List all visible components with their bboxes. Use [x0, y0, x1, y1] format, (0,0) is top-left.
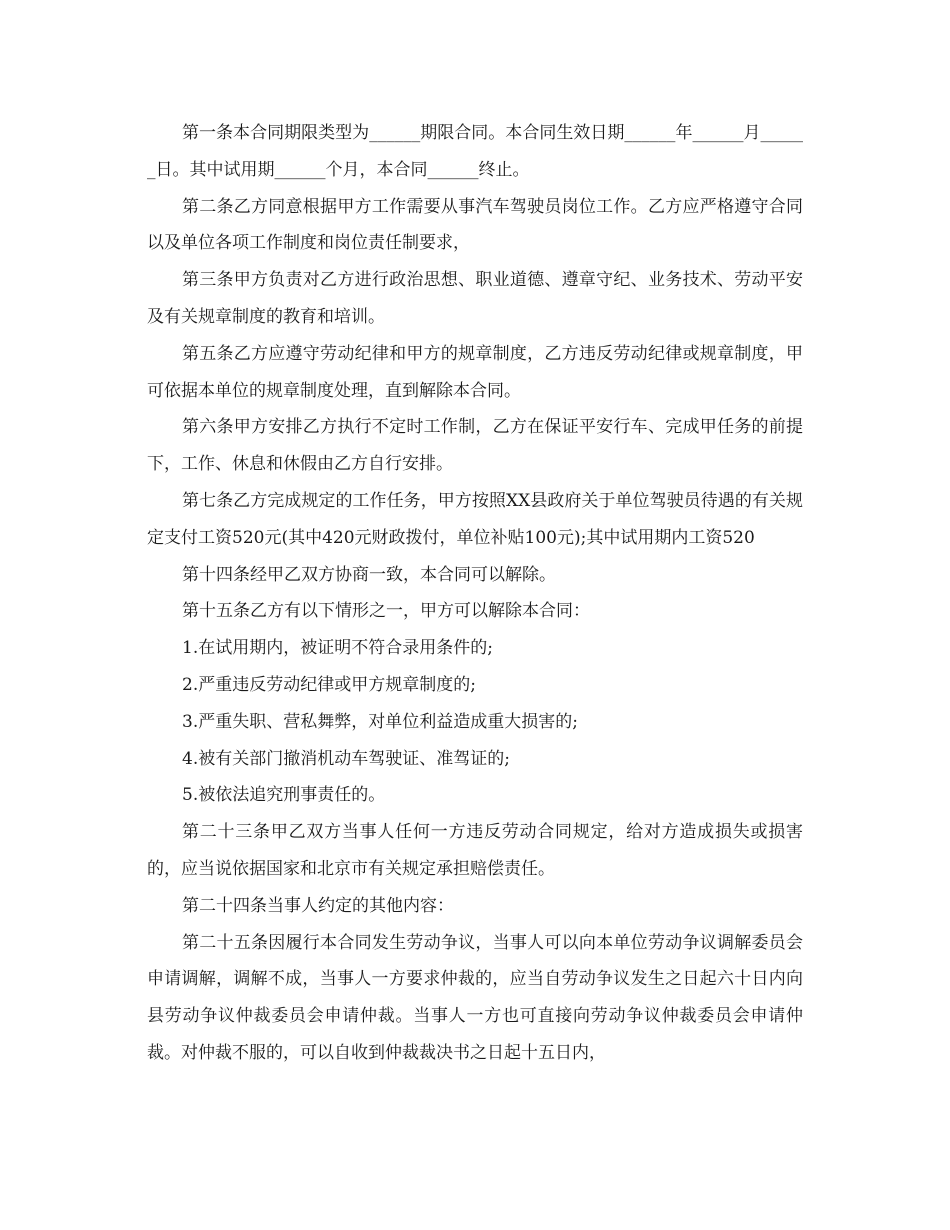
clause-5-discipline: 第五条乙方应遵守劳动纪律和甲方的规章制度，乙方违反劳动纪律或规章制度，甲可依据本单位的规章制度处理，直到解除本合同。 [147, 343, 803, 401]
list-item: 2.严重违反劳动纪律或甲方规章制度的; [182, 674, 476, 695]
clause-6-working-hours: 第六条甲方安排乙方执行不定时工作制，乙方在保证平安行车、完成甲任务的前提下，工作、休息和休假由乙方自行安排。 [147, 417, 803, 475]
clause-7-wages: 第七条乙方完成规定的工作任务，甲方按照XX县政府关于单位驾驶员待遇的有关规定支付工资520元(其中420元财政拨付，单位补贴100元);其中试用期内工资520 [147, 490, 803, 548]
document-body [147, 115, 803, 1072]
clause-25-dispute-resolution: 第二十五条因履行本合同发生劳动争议，当事人可以向本单位劳动争议调解委员会申请调解，调解不成，当事人一方要求仲裁的，应当自劳动争议发生之日起六十日内向县劳动争议仲裁委员会申请仲裁。当事人一方也可直接向劳动争议仲裁委员会申请仲裁。对仲裁不服的，可以自收到仲裁裁决书之日起十五日内， [147, 932, 803, 1063]
clause-2-job-position: 第二条乙方同意根据甲方工作需要从事汽车驾驶员岗位工作。乙方应严格遵守合同以及单位各项工作制度和岗位责任制要求， [147, 196, 803, 254]
clause-23-liability: 第二十三条甲乙双方当事人任何一方违反劳动合同规定，给对方造成损失或损害的，应当说依据国家和北京市有关规定承担赔偿责任。 [147, 822, 803, 879]
clause-14-mutual-termination: 第十四条经甲乙双方协商一致，本合同可以解除。 [182, 564, 556, 585]
list-item: 4.被有关部门撤消机动车驾驶证、准驾证的; [182, 748, 510, 769]
list-item: 5.被依法追究刑事责任的。 [182, 785, 386, 806]
clause-1-term-type: 第一条本合同期限类型为______期限合同。本合同生效日期______年______月______日。其中试用期______个月，本合同______终止。 [147, 123, 803, 180]
clause-24-other-terms: 第二十四条当事人约定的其他内容： [182, 895, 454, 916]
clause-15-termination-conditions: 第十五条乙方有以下情形之一，甲方可以解除本合同： [182, 601, 590, 622]
list-item: 3.严重失职、营私舞弊，对单位利益造成重大损害的; [182, 711, 578, 732]
list-item: 1.在试用期内，被证明不符合录用条件的; [182, 638, 493, 659]
clause-3-training: 第三条甲方负责对乙方进行政治思想、职业道德、遵章守纪、业务技术、劳动平安及有关规章制度的教育和培训。 [147, 270, 803, 327]
